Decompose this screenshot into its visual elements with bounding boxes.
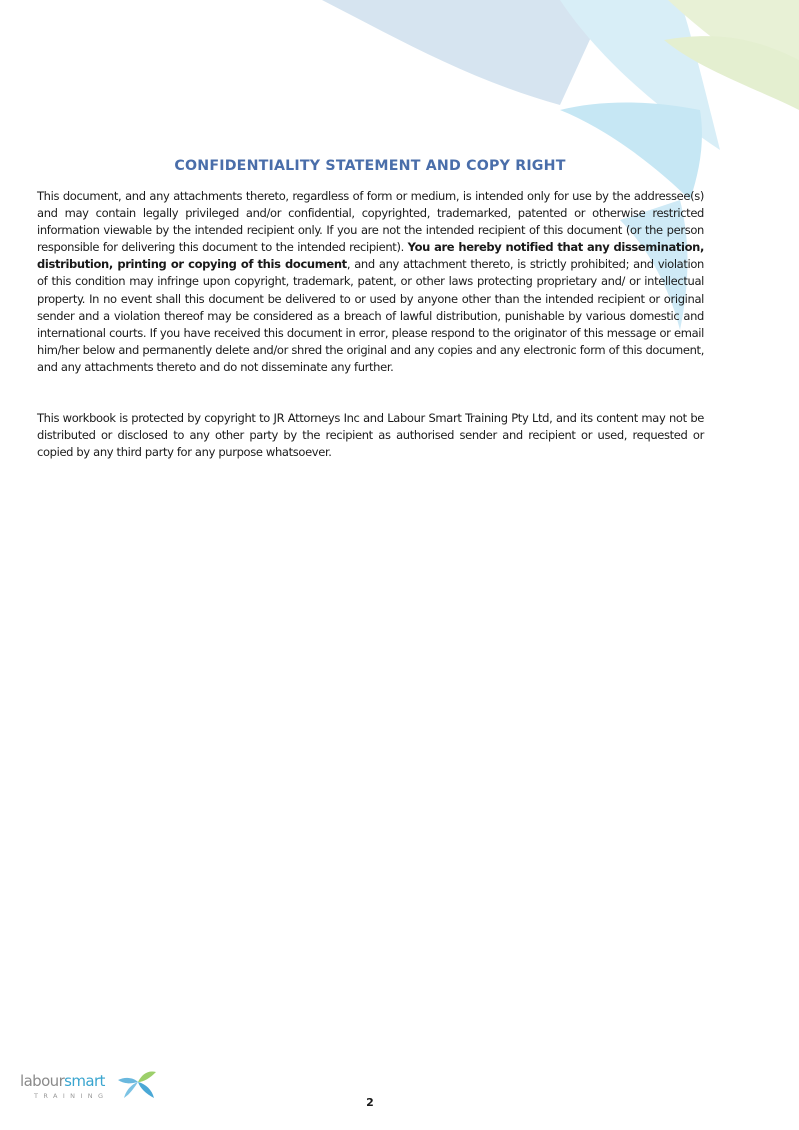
- logo-subtitle: TRAINING: [34, 1092, 109, 1100]
- paragraph-text-start: This document, and any attachments thereto, regardless of form or medium, is intended only for use by the addressee(s) and may contain legally privileged and/or confidential, copyrighted, trademarked, patented or otherwise restricted information viewable by the intended recipient only. If you are not the intended recipient of this document (or the person responsible for delivering this document to the intended recipient).: [37, 189, 704, 255]
- page-title: CONFIDENTIALITY STATEMENT AND COPY RIGHT: [174, 158, 566, 174]
- logo-word-labour: labour: [20, 1072, 65, 1090]
- confidentiality-paragraph: [37, 188, 704, 376]
- logo-word-smart: smart: [64, 1072, 105, 1090]
- paragraph-bold-notice: You are hereby notified that any dissemination, distribution, printing or copying of this document: [37, 240, 704, 272]
- paragraph-text-end: , and any attachment thereto, is strictly prohibited; and violation of this condition may infringe upon copyright, trademark, patent, or other laws protecting proprietary and/ or intellectual property. In no event shall this document be delivered to or used by anyone other than the intended recipient or original sender and a violation thereof may be considered as a breach of lawful distribution, punishable by various domestic and international courts. If you have received this document in error, please respond to the originator of this message or email him/her below and permanently delete and/or shred the original and any copies and any electronic form of this document, and any attachments thereto and do not disseminate any further.: [37, 257, 704, 374]
- page-number: 2: [366, 1096, 374, 1109]
- logo-wordmark: [20, 1072, 105, 1090]
- copyright-paragraph: This workbook is protected by copyright to JR Attorneys Inc and Labour Smart Training Pty Ltd, and its content may not be distributed or disclosed to any other party by the recipient as authorised sender and recipient or used, requested or copied by any third party for any purpose whatsoever.: [37, 411, 704, 460]
